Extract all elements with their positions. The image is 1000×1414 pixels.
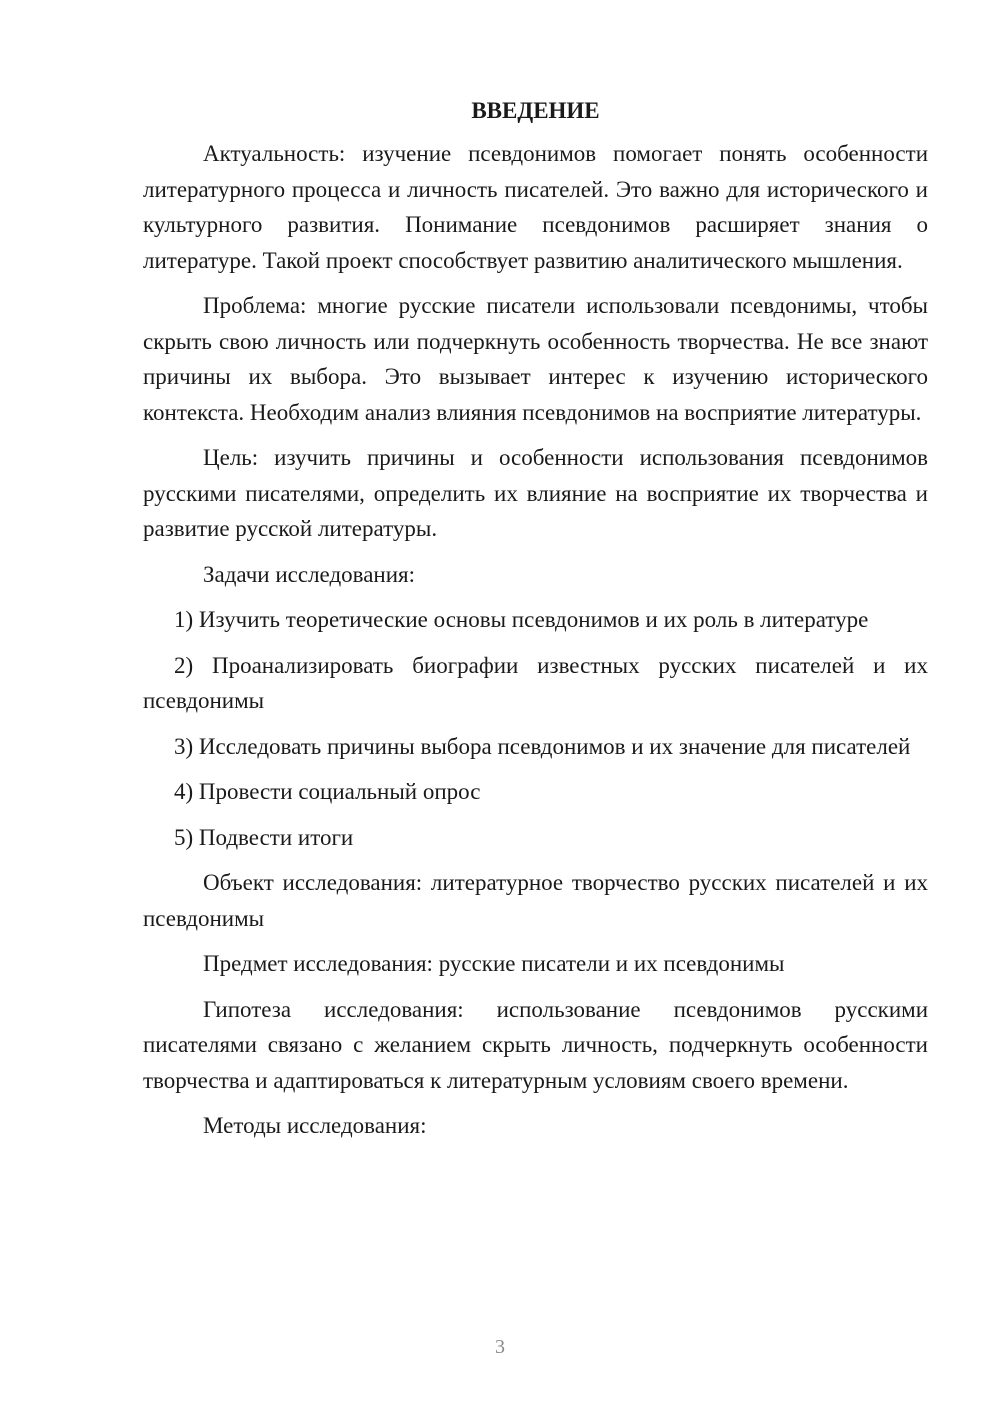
object-paragraph: Объект исследования: литературное творчество русских писателей и их псевдонимы bbox=[143, 870, 928, 931]
relevance-paragraph: Актуальность: изучение псевдонимов помогает понять особенности литературного процесса и личность писателей. Это важно для исторического и культурного развития. Понимание псевдонимов расширяет знания о литературе. Такой проект способствует развитию аналитического мышления. bbox=[143, 141, 928, 273]
hypothesis-paragraph: Гипотеза исследования: использование псевдонимов русскими писателями связано с желанием скрыть личность, подчеркнуть особенности творчества и адаптироваться к литературным условиям своего времени. bbox=[143, 996, 928, 1093]
task-item: 3) Исследовать причины выбора псевдонимов и их значение для писателей bbox=[174, 733, 911, 759]
task-item: 2) Проанализировать биографии известных русских писателей и их псевдонимы bbox=[143, 652, 928, 713]
subject-paragraph: Предмет исследования: русские писатели и их псевдонимы bbox=[203, 951, 785, 976]
task-item: 1) Изучить теоретические основы псевдонимов и их роль в литературе bbox=[174, 607, 869, 632]
methods-title: Методы исследования: bbox=[203, 1113, 427, 1138]
page-content bbox=[143, 96, 928, 1154]
task-item: 5) Подвести итоги bbox=[174, 824, 354, 850]
problem-paragraph: Проблема: многие русские писатели использовали псевдонимы, чтобы скрыть свою личность или подчеркнуть особенность творчества. Не все знают причины их выбора. Это вызывает интерес к изучению исторического контекста. Необходим анализ влияния псевдонимов на восприятие литературы. bbox=[143, 293, 928, 425]
page-number: 3 bbox=[495, 1336, 505, 1358]
goal-paragraph: Цель: изучить причины и особенности использования псевдонимов русскими писателями, определить их влияние на восприятие их творчества и развитие русской литературы. bbox=[143, 445, 928, 541]
task-item: 4) Провести социальный опрос bbox=[174, 779, 481, 804]
section-heading: ВВЕДЕНИЕ bbox=[471, 98, 600, 123]
tasks-title: Задачи исследования: bbox=[203, 561, 416, 587]
